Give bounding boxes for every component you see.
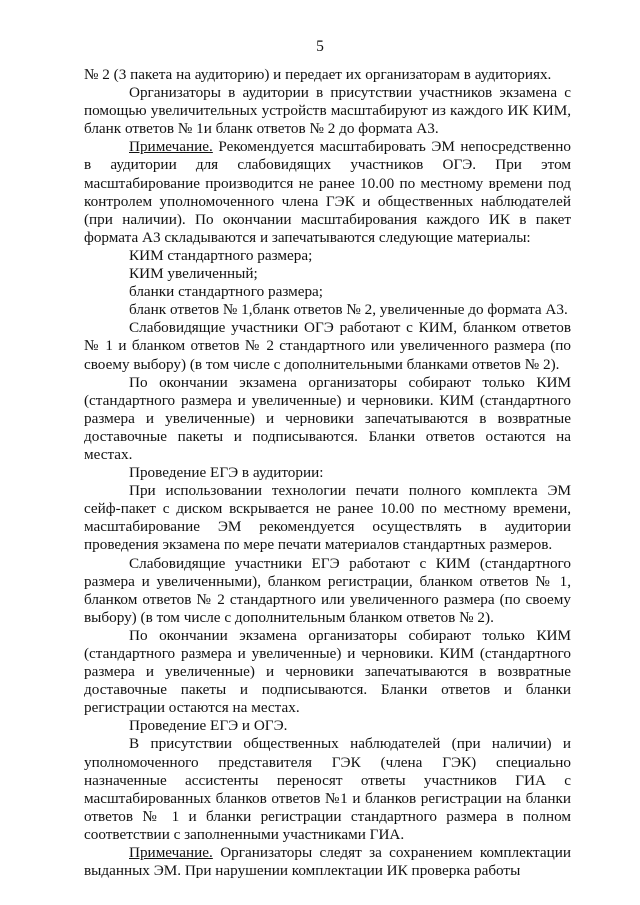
paragraph-oge-collection: По окончании экзамена организаторы собирают только КИМ (стандартного размера и увеличенные) и черновики. КИМ (стандартного размера и увеличенные) и черновики запечатываются в возвратные доставочные пакеты и подписываются. Бланки ответов остаются на местах. <box>84 373 571 463</box>
list-item: КИМ увеличенный; <box>129 265 258 283</box>
list-item: бланки стандартного размера; <box>129 283 324 301</box>
heading-ege-audience: Проведение ЕГЭ в аудитории: <box>129 464 324 482</box>
paragraph-ege-printing: При использовании технологии печати полного комплекта ЭМ сейф-пакет с диском вскрывается не ранее 10.00 по местному времени, масштабирование ЭМ рекомендуется осуществлять в аудитории проведения экзамена по мере печати материалов стандартных размеров. <box>84 482 571 554</box>
list-item: бланк ответов № 1,бланк ответов № 2, увеличенные до формата А3. <box>129 301 568 319</box>
note-text: Организаторы следят за сохранением комплектации выданных ЭМ. При нарушении комплектации ИК проверка работы <box>84 844 571 880</box>
paragraph-note-organizers <box>84 844 571 880</box>
paragraph-organizers-scaling: Организаторы в аудитории в присутствии участников экзамена с помощью увеличительных устройств масштабируют из каждого ИК КИМ, бланк ответов № 1и бланк ответов № 2 до формата А3. <box>84 84 571 138</box>
paragraph-ege-collection: По окончании экзамена организаторы собирают только КИМ (стандартного размера и увеличенные) и черновики. КИМ (стандартного размера и увеличенные) и черновики запечатываются в возвратные доставочные пакеты и подписываются. Бланки ответов и бланки регистрации остаются на местах. <box>84 626 571 717</box>
list-item: КИМ стандартного размера; <box>129 246 313 264</box>
document-body <box>84 66 571 880</box>
note-label: Примечание. <box>129 138 213 156</box>
paragraph-oge-participants: Слабовидящие участники ОГЭ работают с КИМ, бланком ответов № 1 и бланком ответов № 2 стандартного или увеличенного размера (по своему выбору) (в том числе с дополнительными бланками ответов № 2). <box>84 319 571 373</box>
heading-ege-oge: Проведение ЕГЭ и ОГЭ. <box>129 717 288 735</box>
paragraph-continuation: № 2 (3 пакета на аудиторию) и передает их организаторам в аудиториях. <box>84 66 552 83</box>
note-text: Рекомендуется масштабировать ЭМ непосредственно в аудитории для слабовидящих участников ОГЭ. При этом масштабирование производится не ранее 10.00 по местному времени под контролем уполномоченного члена ГЭК и общественных наблюдателей (при наличии). По окончании масштабирования каждого ИК в пакет формата А3 складываются и запечатываются следующие материалы: <box>84 138 571 246</box>
paragraph-note-oge <box>84 138 571 247</box>
page-number: 5 <box>316 38 324 55</box>
note-label: Примечание. <box>129 844 213 862</box>
paragraph-assistants-transfer: В присутствии общественных наблюдателей (при наличии) и уполномоченного представителя ГЭК (члена ГЭК) специально назначенные ассистенты переносят ответы участников ГИА с масштабированных бланков ответов №1 и бланков регистрации на бланки ответов № 1 и бланки регистрации стандартного размера в полном соответствии с заполненными участниками ГИА. <box>84 735 571 843</box>
paragraph-ege-participants: Слабовидящие участники ЕГЭ работают с КИМ (стандартного размера и увеличенными), бланком регистрации, бланком ответов № 1, бланком ответов № 2 стандартного или увеличенного размера (по своему выбору) (в том числе с дополнительным бланком ответов № 2). <box>84 554 571 626</box>
